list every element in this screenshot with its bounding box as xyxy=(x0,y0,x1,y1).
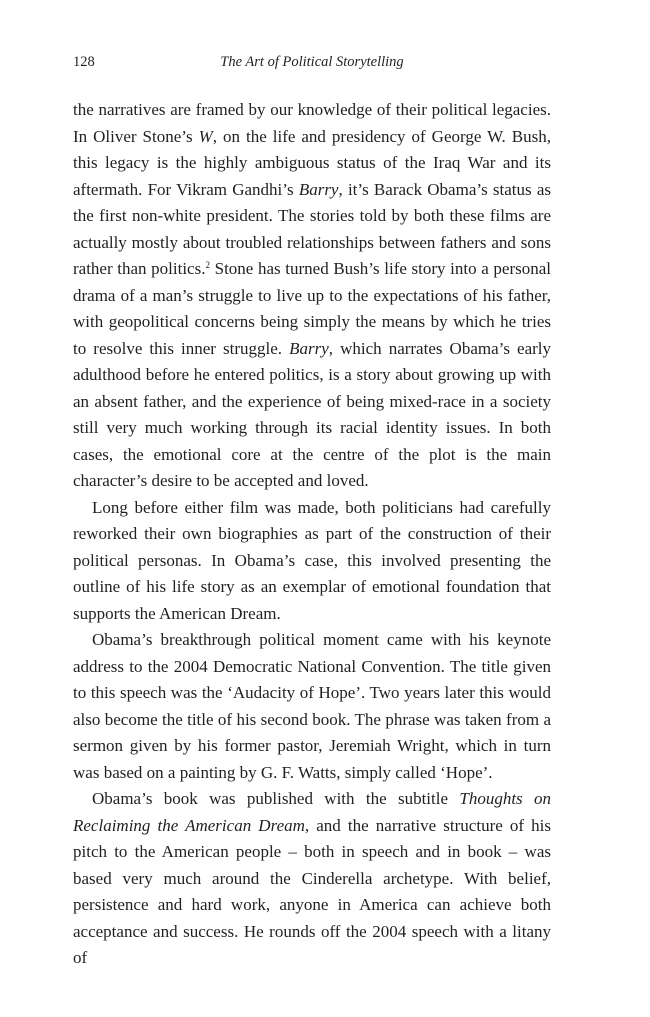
film-title-w: W xyxy=(198,126,213,146)
film-title-barry: Barry xyxy=(298,179,339,199)
book-subtitle: Thoughts on Reclaiming the American Dream xyxy=(73,789,551,835)
paragraph-2: Long before either film was made, both politicians had carefully reworked their own biographies as part of the construction of their political personas. In Obama’s case, this involved presenting the outline of his life story as an exemplar of emotional foundation that supports the American Dream. xyxy=(73,497,551,623)
p4-text-1: Obama’s book was published with the subtitle xyxy=(92,789,460,808)
page-number: 128 xyxy=(73,54,95,70)
p4-text-2: , and the narrative structure of his pitch to the American people – both in speech and in book – was based very much around the Cinderella archetype. With belief, persistence and hard work, anyone in America can achieve both acceptance and success. He rounds off the 2004 speech with a litany of xyxy=(73,815,551,967)
running-head xyxy=(73,51,551,73)
footnote-marker: 2 xyxy=(205,260,210,270)
p1-text-3: , it’s Barack Obama’s status as the first non-white president. The stories told by both these films are actually mostly about troubled relationships between fathers and sons rather than politics. xyxy=(73,179,551,278)
p1-text-4: Stone has turned Bush’s life story into a personal drama of a man’s struggle to live up to the expectations of his father, with geopolitical concerns being simply the means by which he tries to resolve this inner struggle. xyxy=(73,259,552,358)
p1-text-5: , which narrates Obama’s early adulthood before he entered politics, is a story about growing up with an absent father, and the experience of being mixed-race in a society still very much working through its racial identity issues. In both cases, the emotional core at the centre of the plot is the main character’s desire to be accepted and loved. xyxy=(73,338,552,490)
paragraph-1 xyxy=(73,97,551,495)
body-text xyxy=(73,97,551,972)
paragraph-4 xyxy=(73,786,551,972)
p1-text-2: , on the life and presidency of George W. Bush, this legacy is the highly ambiguous status of the Iraq War and its aftermath. For Vikram Gandhi’s xyxy=(73,126,551,199)
film-title-barry-2: Barry xyxy=(289,338,329,358)
running-title: The Art of Political Storytelling xyxy=(220,54,404,70)
paragraph-3: Obama’s breakthrough political moment came with his keynote address to the 2004 Democratic National Convention. The title given to this speech was the ‘Audacity of Hope’. Two years later this would also become the title of his second book. The phrase was taken from a sermon given by his former pastor, Jeremiah Wright, which in turn was based on a painting by G. F. Watts, simply called ‘Hope’. xyxy=(73,630,551,782)
p1-text-1: the narratives are framed by our knowledge of their political legacies. In Oliver Stone’s xyxy=(73,100,551,146)
